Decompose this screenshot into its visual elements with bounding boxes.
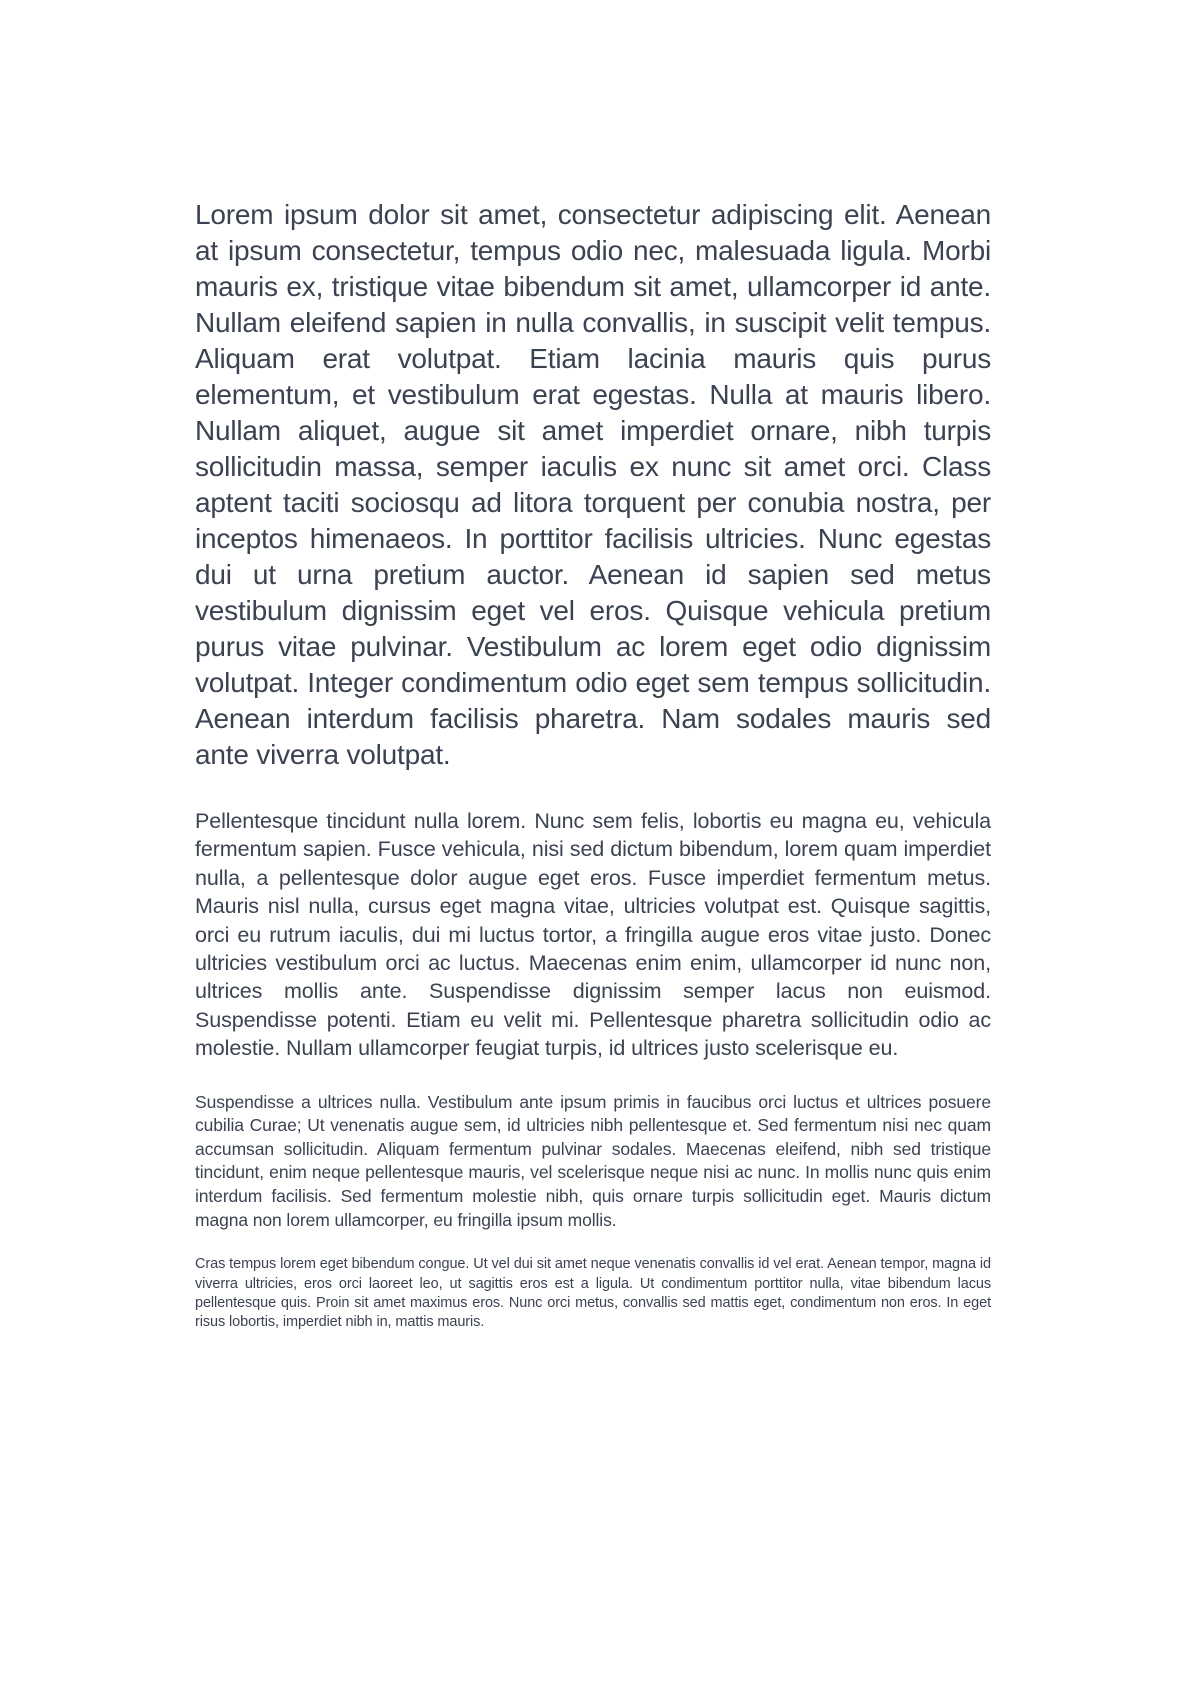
paragraph-2: Pellentesque tincidunt nulla lorem. Nunc sem felis, lobortis eu magna eu, vehicula fermentum sapien. Fusce vehicula, nisi sed dictum bibendum, lorem quam imperdiet nulla, a pellentesque dolor augue eget eros. Fusce imperdiet fermentum metus. Mauris nisl nulla, cursus eget magna vitae, ultricies volutpat est. Quisque sagittis, orci eu rutrum iaculis, dui mi luctus tortor, a fringilla augue eros vitae justo. Donec ultricies vestibulum orci ac luctus. Maecenas enim enim, ullamcorper id nunc non, ultrices mollis ante. Suspendisse dignissim semper lacus non euismod. Suspendisse potenti. Etiam eu velit mi. Pellentesque pharetra sollicitudin odio ac molestie. Nullam ullamcorper feugiat turpis, id ultrices justo scelerisque eu. [195, 809, 991, 1061]
paragraph-1: Lorem ipsum dolor sit amet, consectetur adipiscing elit. Aenean at ipsum consectetur, tempus odio nec, malesuada ligula. Morbi mauris ex, tristique vitae bibendum sit amet, ullamcorper id ante. Nullam eleifend sapien in nulla convallis, in suscipit velit tempus. Aliquam erat volutpat. Etiam lacinia mauris quis purus elementum, et vestibulum erat egestas. Nulla at mauris libero. Nullam aliquet, augue sit amet imperdiet ornare, nibh turpis sollicitudin massa, semper iaculis ex nunc sit amet orci. Class aptent taciti sociosqu ad litora torquent per conubia nostra, per inceptos himenaeos. In porttitor facilisis ultricies. Nunc egestas dui ut urna pretium auctor. Aenean id sapien sed metus vestibulum dignissim eget vel eros. Quisque vehicula pretium purus vitae pulvinar. Vestibulum ac lorem eget odio dignissim volutpat. Integer condimentum odio eget sem tempus sollicitudin. Aenean interdum facilisis pharetra. Nam sodales mauris sed ante viverra volutpat. [195, 199, 991, 770]
paragraph-4: Cras tempus lorem eget bibendum congue. Ut vel dui sit amet neque venenatis convallis id vel erat. Aenean tempor, magna id viverra ultricies, eros orci laoreet leo, ut sagittis eros est a ligula. Ut condimentum porttitor nulla, vitae bibendum lacus pellentesque quis. Proin sit amet maximus eros. Nunc orci metus, convallis sed mattis eget, condimentum non eros. In eget risus lobortis, imperdiet nibh in, mattis mauris. [195, 1256, 991, 1331]
document-text-block [195, 197, 991, 1332]
paragraph-3: Suspendisse a ultrices nulla. Vestibulum ante ipsum primis in faucibus orci luctus et ultrices posuere cubilia Curae; Ut venenatis augue sem, id ultricies nibh pellentesque et. Sed fermentum nisi nec quam accumsan sollicitudin. Aliquam fermentum pulvinar sodales. Maecenas eleifend, nibh sed tristique tincidunt, enim neque pellentesque mauris, vel scelerisque neque nisi ac nunc. In mollis nunc quis enim interdum facilisis. Sed fermentum molestie nibh, quis ornare turpis sollicitudin eget. Mauris dictum magna non lorem ullamcorper, eu fringilla ipsum mollis. [195, 1091, 991, 1230]
